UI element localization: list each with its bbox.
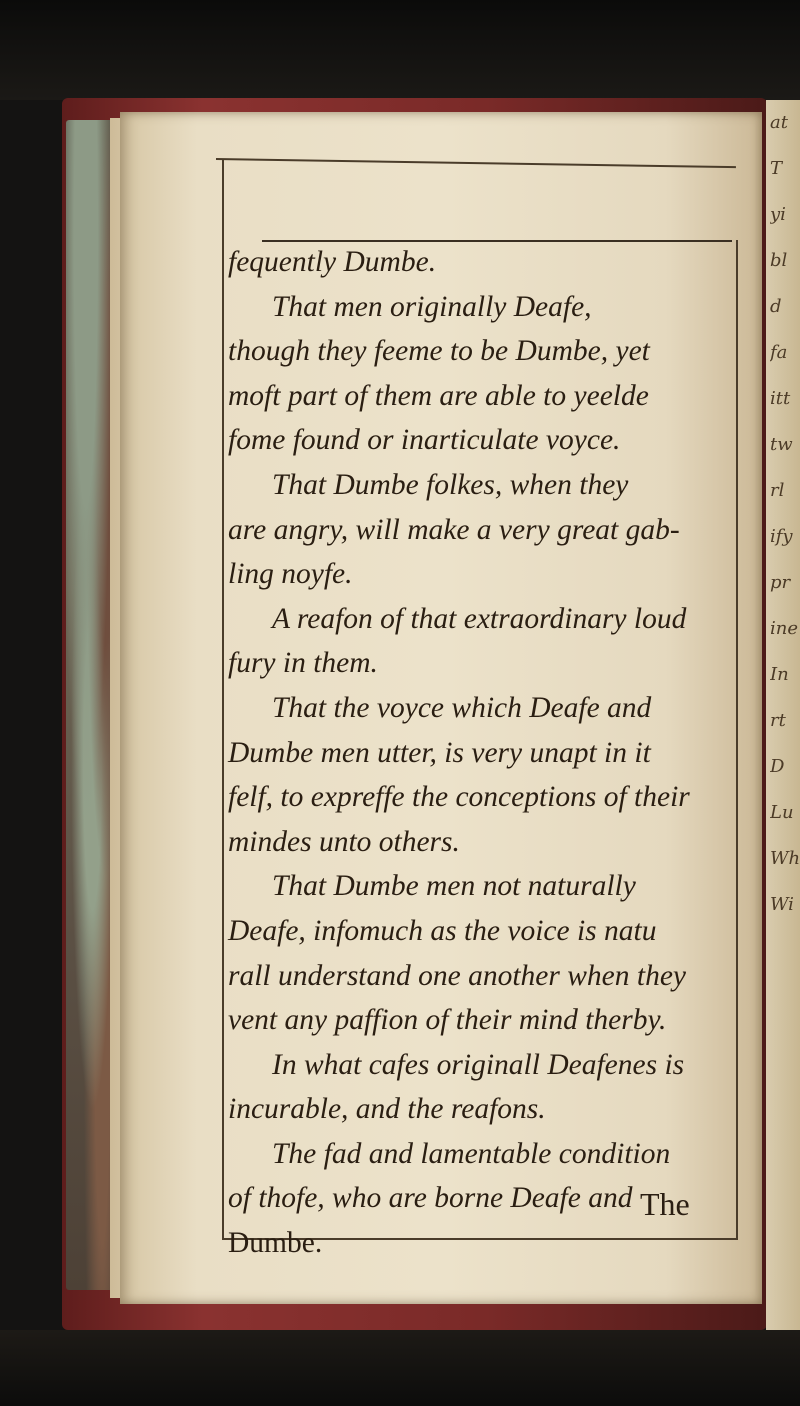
right-rule [736,240,738,1240]
catchword: The [640,1186,690,1222]
text-line: vent any paffion of their mind therby. [228,1004,667,1037]
text-line: Dumbe men utter, is very unapt in it [228,736,651,769]
text-line: That Dumbe men not naturally [272,870,636,903]
facing-fragment: rl [770,480,785,501]
text-line: fequently Dumbe. [228,246,437,278]
facing-fragment: ine [770,618,799,639]
facing-fragment: rt [770,710,786,731]
text-line: felf, to expreffe the conceptions of their [228,781,690,814]
text-line: Deafe, infomuch as the voice is natu [228,914,657,947]
background-top [0,0,800,100]
text-line: incurable, and the reafons. [228,1093,546,1126]
text-line: That men originally Deafe, [272,290,592,323]
text-line: though they feeme to be Dumbe, yet [228,335,650,368]
facing-fragment: itt [770,388,791,409]
facing-fragment: In [770,664,789,685]
facing-fragment: Lu [770,802,794,823]
facing-fragment: D [770,756,785,777]
text-line: A reafon of that extraordinary loud [272,602,687,635]
facing-fragment: ify [770,526,793,547]
text-line: fury in them. [228,647,378,680]
facing-fragment: pr [770,572,791,593]
facing-fragment: T [770,158,783,179]
facing-fragment: at [770,112,788,133]
facing-fragment: yi [770,204,786,225]
text-line: ling noyfe. [228,558,353,591]
facing-fragment: fa [770,342,788,363]
text-line: The fad and lamentable condition [272,1137,671,1170]
facing-fragment: Wi [770,894,794,915]
text-line: fome found or inarticulate voyce. [228,424,621,457]
text-line: are angry, will make a very great gab- [228,513,680,546]
text-line: In what cafes originall Deafenes is [272,1048,685,1081]
text-line: That Dumbe folkes, when they [272,468,629,501]
background-bottom [0,1330,800,1406]
facing-fragment: bl [770,250,788,271]
text-line: of thofe, who are borne Deafe and [228,1182,633,1215]
page-text [228,240,734,1266]
left-rule [222,160,224,1240]
text-line: That the voyce which Deafe and [272,691,652,724]
text-line: mindes unto others. [228,825,460,858]
text-line: rall understand one another when they [228,959,687,992]
facing-fragment: tw [770,434,793,455]
text-line: moft part of them are able to yeelde [228,379,649,412]
text-line: Dumbe. [228,1227,323,1260]
facing-fragment: d [770,296,782,317]
facing-fragment: Wh [770,848,800,869]
facing-page-text [770,100,800,1280]
